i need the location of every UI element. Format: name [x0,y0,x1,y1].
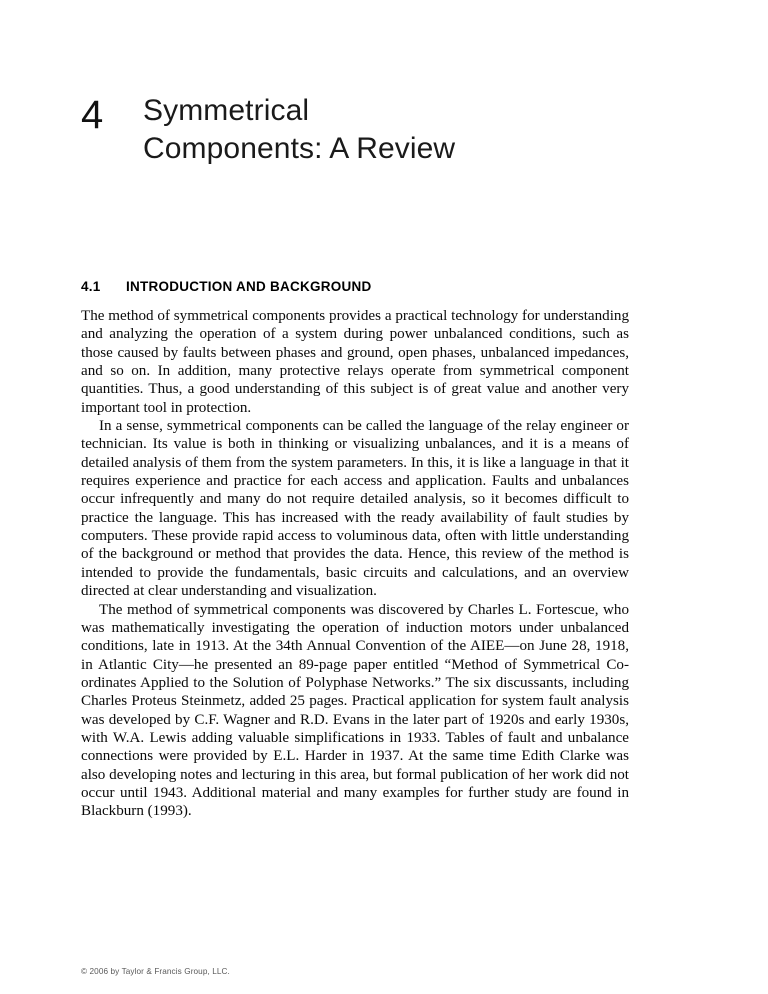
body-text [81,307,629,821]
chapter-header [81,92,629,168]
section-title: INTRODUCTION AND BACKGROUND [126,279,372,294]
paragraph: In a sense, symmetrical components can be called the language of the relay engineer or technician. Its value is both in thinking or visualizing unbalances, and it is a means of detailed analysis of them from the system parameters. In this, it is like a language in that it requires experience and practice for each access and application. Faults and unbalances occur infrequently and many do not require detailed analysis, so it becomes difficult to practice the language. This has increased with the ready availability of fault studies by computers. These provide rapid access to voluminous data, often with little understanding of the background or method that provides the data. Hence, this review of the method is intended to provide the fundamentals, basic circuits and calculations, and an overview directed at clear understanding and visualization. [81,418,629,600]
section-heading [81,279,372,295]
paragraph: The method of symmetrical components was discovered by Charles L. Fortescue, who was mathematically investigating the operation of induction motors under unbalanced conditions, late in 1913. At the 34th Annual Convention of the AIEE—on June 28, 1918, in Atlantic City—he presented an 89-page paper entitled “Method of Symmetrical Co-ordinates Applied to the Solution of Polyphase Networks.” The six discussants, including Charles Proteus Steinmetz, added 25 pages. Practical application for system fault analysis was developed by C.F. Wagner and R.D. Evans in the later part of 1920s and early 1930s, with W.A. Lewis adding valuable simplifications in 1933. Tables of fault and unbalance connections were provided by E.L. Harder in 1937. At the same time Edith Clarke was also developing notes and lecturing in this area, but formal publication of her work did not occur until 1943. Additional material and many examples for further study are found in Blackburn (1993). [81,601,629,820]
chapter-title-line-2: Components: A Review [143,132,456,165]
chapter-title [143,92,629,168]
paragraph: The method of symmetrical components provides a practical technology for understanding and analyzing the operation of a system during power unbalanced conditions, such as those caused by faults between phases and ground, open phases, unbalanced impedances, and so on. In addition, many protective relays operate from symmetrical component quantities. Thus, a good understanding of this subject is of great value and another very important tool in protection. [81,308,629,416]
chapter-number: 4 [81,93,104,137]
chapter-title-line-1: Symmetrical [143,94,310,127]
copyright-notice: © 2006 by Taylor & Francis Group, LLC. [81,967,230,976]
section-number: 4.1 [81,279,101,294]
